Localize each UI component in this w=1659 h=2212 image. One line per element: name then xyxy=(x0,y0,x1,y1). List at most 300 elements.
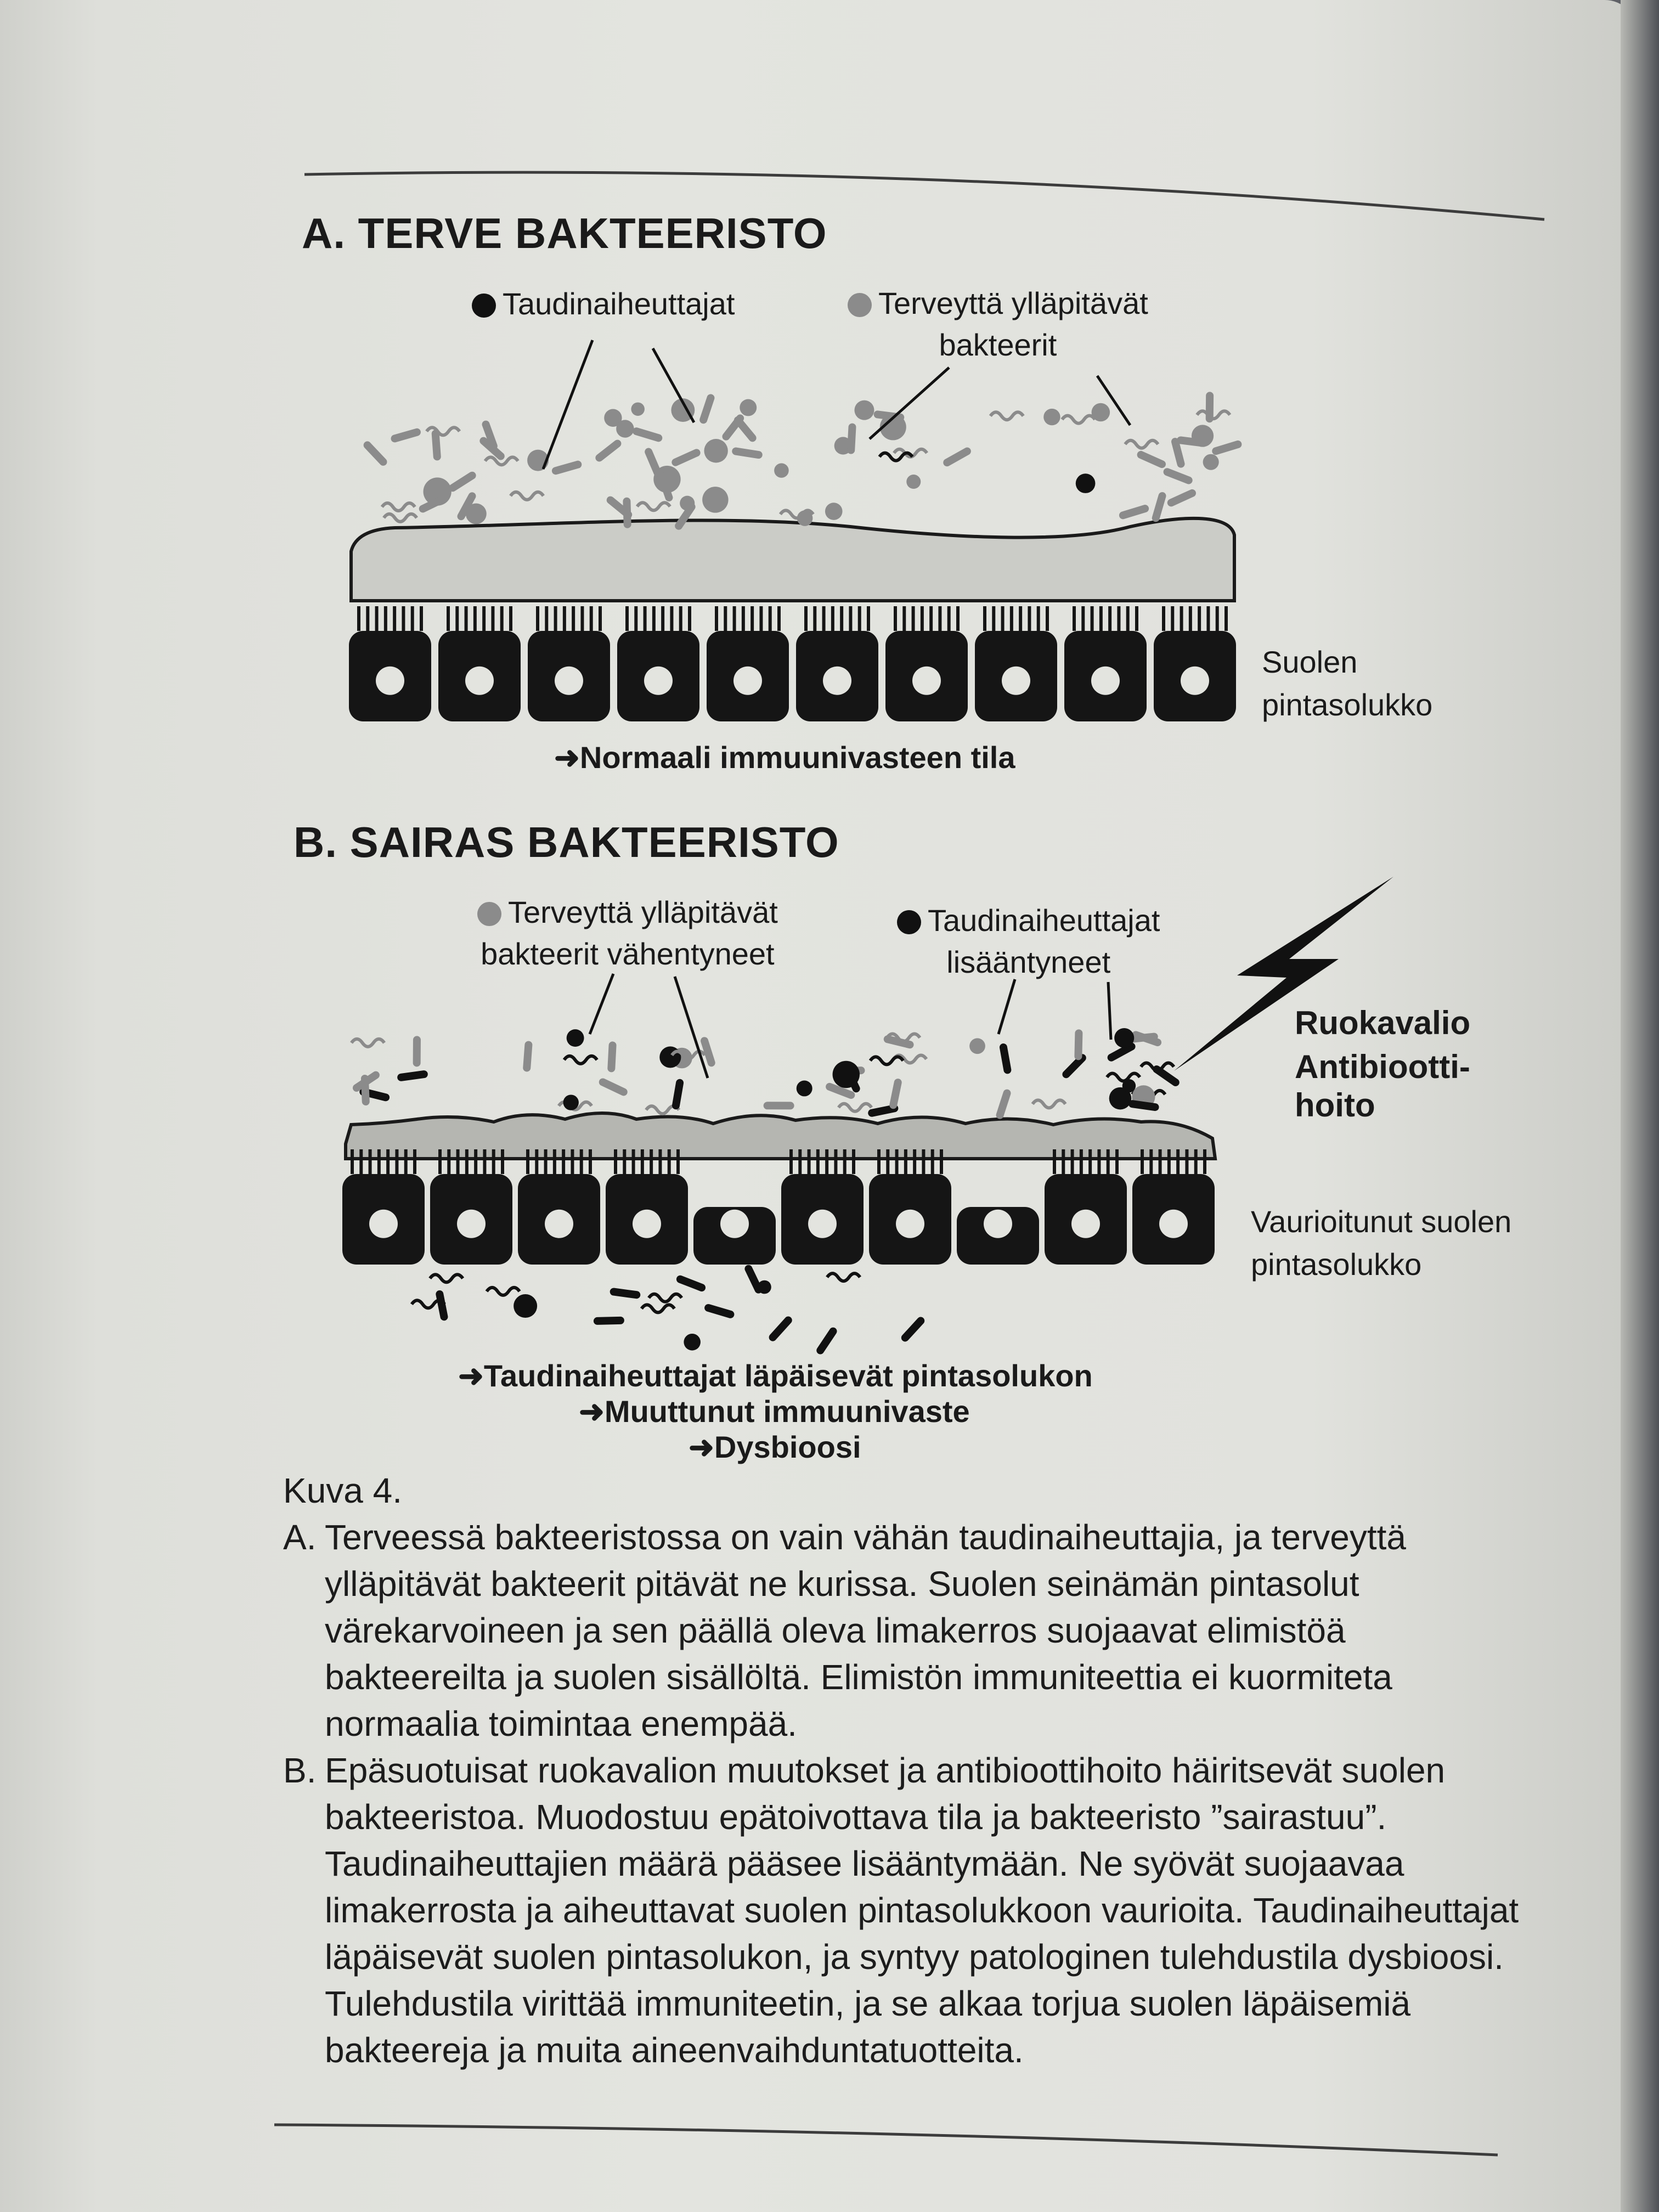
legend-healthy-a-line1: Terveyttä ylläpitävät xyxy=(878,286,1148,320)
cilium xyxy=(769,606,772,631)
cilium xyxy=(402,606,405,631)
cell-nucleus xyxy=(376,667,404,695)
pathogen-bacterium xyxy=(514,1294,537,1318)
cilium xyxy=(816,1149,820,1174)
healthy-bacterium xyxy=(413,1036,421,1066)
cilium xyxy=(589,1149,592,1174)
cilium xyxy=(384,606,387,631)
arrowhead-icon: ➜ xyxy=(579,1394,605,1429)
cilium xyxy=(1037,606,1040,631)
spiral-bacterium xyxy=(564,1056,597,1064)
cilium xyxy=(1162,606,1165,631)
cilium xyxy=(1149,1149,1153,1174)
outcome-b-2 xyxy=(579,1393,970,1430)
cilium xyxy=(580,606,584,631)
cilium xyxy=(1189,606,1192,631)
cilium xyxy=(742,606,745,631)
caption-title: Kuva 4. xyxy=(283,1471,403,1510)
healthy-bacterium xyxy=(616,420,634,437)
cilium xyxy=(1071,1149,1074,1174)
diagram-healthy xyxy=(349,340,1243,721)
healthy-bacterium xyxy=(969,1038,985,1054)
spiral-bacterium xyxy=(382,503,415,511)
outcome-b-3-text: Dysbioosi xyxy=(714,1430,861,1464)
healthy-bacterium xyxy=(551,460,583,476)
cilium xyxy=(438,1149,442,1174)
cilium xyxy=(679,606,682,631)
cilium xyxy=(1135,606,1138,631)
cell-nucleus xyxy=(720,1210,749,1238)
cilium xyxy=(715,606,718,631)
cilium xyxy=(482,606,486,631)
label-epithelium-b xyxy=(1251,1200,1511,1286)
epithelial-cell xyxy=(342,1149,425,1265)
pathogen-bacterium xyxy=(659,1046,681,1068)
legend-pathogens-a xyxy=(472,283,735,325)
triggers xyxy=(1295,1001,1470,1127)
cilium xyxy=(395,1149,398,1174)
healthy-bacterium xyxy=(670,448,702,467)
healthy-bacterium xyxy=(995,1088,1012,1120)
spiral-bacterium xyxy=(511,492,544,500)
healthy-bacterium xyxy=(597,1077,629,1097)
cilium xyxy=(929,606,933,631)
epithelial-cell xyxy=(1045,1149,1127,1265)
cell-nucleus xyxy=(823,667,851,695)
arrowhead-icon: ➜ xyxy=(689,1430,714,1464)
cilium xyxy=(688,606,691,631)
cell-nucleus xyxy=(912,667,941,695)
caption-item-b xyxy=(283,1747,1523,2074)
cilium xyxy=(1203,1149,1206,1174)
cilium xyxy=(1099,606,1103,631)
bottom-rule xyxy=(274,2125,1498,2155)
epithelial-cell xyxy=(528,606,610,721)
cilium xyxy=(1176,1149,1180,1174)
healthy-bacterium xyxy=(889,1078,902,1110)
pathogen-bacterium xyxy=(815,1326,839,1356)
cilium xyxy=(526,1149,529,1174)
arrowhead-icon: ➜ xyxy=(554,740,580,775)
cilium xyxy=(822,606,826,631)
healthy-bacterium xyxy=(1163,467,1194,485)
cell-nucleus xyxy=(1071,1210,1100,1238)
cilium xyxy=(867,606,870,631)
spiral-bacterium xyxy=(1032,1100,1065,1108)
epithelial-cell xyxy=(869,1149,951,1265)
cilium xyxy=(1001,606,1005,631)
pathogen-dot-icon xyxy=(472,294,496,318)
pathogen-bacterium xyxy=(768,1315,794,1343)
cilium xyxy=(413,1149,416,1174)
spiral-bacterium xyxy=(1125,441,1158,448)
heading-healthy: A. TERVE BAKTEERISTO xyxy=(302,209,827,257)
epithelial-cell xyxy=(349,606,431,721)
cilium xyxy=(724,606,727,631)
cilium xyxy=(668,1149,671,1174)
cilium xyxy=(536,606,539,631)
epithelial-cell xyxy=(430,1149,512,1265)
cilium xyxy=(1185,1149,1188,1174)
cilium xyxy=(623,1149,626,1174)
healthy-bacterium xyxy=(448,470,478,493)
cilium xyxy=(886,1149,889,1174)
healthy-bacterium xyxy=(704,439,727,462)
cilium xyxy=(834,1149,837,1174)
pathogen-bacterium xyxy=(1061,1052,1088,1080)
pathogen-bacterium xyxy=(1122,1079,1136,1092)
cilium xyxy=(913,1149,916,1174)
epithelial-cell xyxy=(438,606,521,721)
legend-pathogens-b-line1: Taudinaiheuttajat xyxy=(928,903,1160,938)
cilium xyxy=(831,606,834,631)
cilium xyxy=(1115,1149,1119,1174)
cell-nucleus xyxy=(1181,667,1209,695)
spiral-bacterium xyxy=(430,1274,463,1282)
cilium xyxy=(947,606,951,631)
cilium xyxy=(840,606,843,631)
spiral-bacterium xyxy=(641,1305,674,1312)
cilium xyxy=(1107,1149,1110,1174)
cilium xyxy=(676,1149,680,1174)
cell-nucleus xyxy=(896,1210,924,1238)
pathogen-bacterium xyxy=(797,1080,812,1096)
cilium xyxy=(661,606,664,631)
cilium xyxy=(491,606,494,631)
cilium xyxy=(912,606,915,631)
healthy-dot-icon xyxy=(848,293,872,317)
figure-caption xyxy=(283,1468,1523,2074)
cell-nucleus xyxy=(808,1210,837,1238)
label-epithelium-a-line1: Suolen xyxy=(1262,645,1358,679)
healthy-bacterium xyxy=(942,446,973,468)
epithelial-cell xyxy=(781,1149,864,1265)
epithelial-cell xyxy=(1154,606,1236,721)
epithelial-cell xyxy=(617,606,699,721)
cilium xyxy=(922,1149,925,1174)
epithelial-cell xyxy=(885,606,968,721)
arrowhead-icon: ➜ xyxy=(458,1358,484,1393)
cilium xyxy=(1206,606,1210,631)
cilium xyxy=(670,606,673,631)
cilium xyxy=(858,606,861,631)
legend-pathogens-a-text: Taudinaiheuttajat xyxy=(503,286,735,321)
cilium xyxy=(849,606,852,631)
cilium xyxy=(554,606,557,631)
healthy-bacterium xyxy=(680,496,695,511)
cilium xyxy=(808,1149,811,1174)
outcome-b-1-text: Taudinaiheuttajat läpäisevät pintasolukon xyxy=(483,1358,1093,1393)
cilium xyxy=(1073,606,1076,631)
cilium xyxy=(1194,1149,1198,1174)
healthy-bacterium xyxy=(1118,504,1150,520)
cilium xyxy=(509,606,512,631)
cilium xyxy=(733,606,736,631)
label-epithelium-b-line1: Vaurioitunut suolen xyxy=(1251,1204,1512,1239)
cilium xyxy=(759,606,763,631)
healthy-bacterium xyxy=(847,423,856,454)
cilium xyxy=(902,606,906,631)
cilium xyxy=(1224,606,1228,631)
cell-nucleus xyxy=(1002,667,1030,695)
cell-nucleus xyxy=(457,1210,486,1238)
cilium xyxy=(1046,606,1049,631)
cilium xyxy=(563,606,566,631)
healthy-bacterium xyxy=(906,475,921,489)
caption-item-a xyxy=(283,1514,1523,1747)
cilium xyxy=(447,1149,450,1174)
outcome-b-1 xyxy=(458,1358,1093,1394)
healthy-bacterium xyxy=(1192,425,1214,447)
pathogen-bacterium xyxy=(900,1316,926,1344)
cilium xyxy=(1108,606,1111,631)
spiral-bacterium xyxy=(990,412,1023,420)
healthy-bacterium xyxy=(764,1102,794,1109)
caption-key-a: A. xyxy=(283,1517,317,1557)
cilium xyxy=(580,1149,583,1174)
epithelial-cell xyxy=(707,606,789,721)
label-epithelium-a-line2: pintasolukko xyxy=(1262,687,1433,722)
cilium xyxy=(625,606,629,631)
cilium xyxy=(1159,1149,1162,1174)
cilium xyxy=(465,1149,469,1174)
cilium xyxy=(1028,606,1031,631)
epithelial-cell xyxy=(606,1149,688,1265)
cilium xyxy=(590,606,593,631)
cilium xyxy=(798,1149,802,1174)
cilium xyxy=(545,606,548,631)
pathogen-bacterium xyxy=(684,1334,701,1351)
spiral-bacterium xyxy=(637,503,670,510)
spiral-bacterium xyxy=(827,1273,860,1281)
pathogen-bacterium xyxy=(610,1288,641,1299)
cilium xyxy=(644,606,647,631)
cilium xyxy=(1167,1149,1171,1174)
heading-diseased: B. SAIRAS BAKTEERISTO xyxy=(294,818,839,866)
pathogen-bacterium xyxy=(672,1079,684,1110)
healthy-bacterium xyxy=(1211,439,1243,456)
epithelium-healthy xyxy=(349,606,1236,721)
healthy-bacterium xyxy=(702,487,728,512)
cilium xyxy=(562,1149,565,1174)
epithelial-cell xyxy=(1132,1149,1215,1265)
cilium xyxy=(553,1149,556,1174)
pathogen-bacterium xyxy=(563,1094,579,1110)
spiral-bacterium xyxy=(649,1294,682,1302)
cilium xyxy=(658,1149,662,1174)
cell-nucleus xyxy=(465,667,494,695)
cilium xyxy=(641,1149,644,1174)
cilium xyxy=(614,1149,617,1174)
cilium xyxy=(474,1149,477,1174)
epithelium-damaged xyxy=(342,1149,1215,1265)
cell-nucleus xyxy=(1091,667,1120,695)
healthy-dot-icon xyxy=(477,902,501,926)
healthy-bacterium xyxy=(825,503,843,520)
legend-healthy-b-line1: Terveyttä ylläpitävät xyxy=(508,895,778,929)
cilium xyxy=(359,1149,363,1174)
spiral-bacterium xyxy=(487,1288,520,1295)
cell-nucleus xyxy=(984,1210,1012,1238)
outcome-b-3 xyxy=(689,1429,861,1465)
healthy-bacterium xyxy=(390,427,422,443)
spiral-bacterium xyxy=(384,514,417,522)
cilium xyxy=(599,606,602,631)
cilium xyxy=(369,1149,372,1174)
cilium xyxy=(1062,1149,1065,1174)
healthy-bacterium xyxy=(631,426,663,443)
cilium xyxy=(992,606,995,631)
cilium xyxy=(393,606,396,631)
cell-nucleus xyxy=(1159,1210,1188,1238)
pathogen-bacterium xyxy=(567,1029,584,1047)
pathogen-bacterium xyxy=(758,1280,771,1294)
outcome-a xyxy=(554,740,1015,776)
cilium xyxy=(492,1149,495,1174)
cilium xyxy=(825,1149,828,1174)
healthy-bacterium xyxy=(774,463,789,478)
cilium xyxy=(1141,1149,1144,1174)
cilium xyxy=(1198,606,1201,631)
healthy-bacterium xyxy=(481,420,499,451)
cilium xyxy=(894,606,897,631)
cilium xyxy=(377,1149,381,1174)
cell-nucleus xyxy=(644,667,673,695)
cilium xyxy=(456,1149,460,1174)
healthy-bacterium xyxy=(1166,488,1198,508)
epithelial-cell xyxy=(796,606,878,721)
healthy-bacterium xyxy=(607,1041,617,1073)
cilium xyxy=(1019,606,1022,631)
cilium xyxy=(634,606,637,631)
cilium xyxy=(777,606,781,631)
cilium xyxy=(1080,1149,1083,1174)
mucus-layer-healthy xyxy=(351,518,1234,601)
pathogen-dot-icon xyxy=(897,910,921,934)
spiral-bacterium xyxy=(1062,416,1095,424)
cilium xyxy=(386,1149,390,1174)
cilium xyxy=(983,606,986,631)
cell-nucleus xyxy=(633,1210,661,1238)
cilium xyxy=(571,1149,574,1174)
healthy-bacterium xyxy=(594,438,623,464)
healthy-bacterium xyxy=(1136,450,1167,470)
cilium xyxy=(420,606,423,631)
healthy-bacterium xyxy=(1074,1029,1082,1060)
legend-pathogens-b xyxy=(897,900,1160,983)
cilium xyxy=(921,606,924,631)
cilium xyxy=(1171,606,1174,631)
pathogen-bacterium xyxy=(1076,473,1096,493)
healthy-bacterium xyxy=(740,399,757,416)
cilium xyxy=(500,606,504,631)
pathogen-bacterium xyxy=(1152,1064,1181,1087)
cilium xyxy=(1088,1149,1092,1174)
pathogen-bacterium xyxy=(594,1317,624,1325)
cilium xyxy=(1216,606,1219,631)
healthy-bacterium xyxy=(1043,409,1060,425)
cilium xyxy=(789,1149,793,1174)
bacteria-healthy xyxy=(362,392,1243,531)
cell-nucleus xyxy=(733,667,762,695)
cilium xyxy=(544,1149,548,1174)
cilium xyxy=(1126,606,1130,631)
cilium xyxy=(904,1149,907,1174)
cilium xyxy=(1010,606,1013,631)
caption-key-b: B. xyxy=(283,1751,317,1790)
legend-healthy-a xyxy=(848,283,1148,366)
pathogen-bacterium xyxy=(703,1303,735,1319)
cilium xyxy=(877,1149,881,1174)
healthy-bacterium xyxy=(523,1041,533,1072)
cilium xyxy=(1081,606,1085,631)
cilium xyxy=(852,1149,855,1174)
cilium xyxy=(366,606,369,631)
spiral-bacterium xyxy=(352,1039,385,1047)
trigger-antibiotic-line2: hoito xyxy=(1295,1087,1375,1124)
cilium xyxy=(465,606,468,631)
cilium xyxy=(895,1149,899,1174)
cilium xyxy=(751,606,754,631)
pathogen-bacterium xyxy=(833,1061,860,1088)
pathogen-bacterium xyxy=(999,1043,1012,1075)
healthy-bacterium xyxy=(854,400,874,420)
healthy-bacterium xyxy=(698,393,715,425)
cilium xyxy=(501,1149,504,1174)
healthy-bacterium xyxy=(362,440,389,467)
cilium xyxy=(404,1149,408,1174)
cilium xyxy=(447,606,450,631)
label-epithelium-a xyxy=(1262,641,1432,726)
cilium xyxy=(1053,1149,1056,1174)
cilium xyxy=(931,1149,934,1174)
cell-nucleus xyxy=(369,1210,398,1238)
cilium xyxy=(1180,606,1183,631)
cilium xyxy=(572,606,575,631)
caption-text-a: Terveessä bakteeristossa on vain vähän taudinaiheuttajia, ja terveyttä ylläpitävät bakteerit pitävät ne kurissa. Suolen seinämän pintasolut värekarvoineen ja sen päällä oleva limakerros suojaavat elimistöä bakteereilta ja suolen sisällöltä. Elimistön immuniteettia ei kuormiteta normaalia toimintaa enempää. xyxy=(325,1517,1406,1743)
spiral-bacterium xyxy=(870,1057,903,1064)
legend-pathogens-b-line2: lisääntyneet xyxy=(946,945,1111,979)
cilium xyxy=(473,606,477,631)
healthy-bacterium xyxy=(1203,454,1219,470)
cilium xyxy=(938,606,941,631)
pathogen-bacterium xyxy=(675,1274,707,1293)
cilium xyxy=(483,1149,486,1174)
caption-text-b: Epäsuotuisat ruokavalion muutokset ja antibioottihoito häiritsevät suolen bakteeristoa. Muodostuu epätoivottava tila ja bakteeristo ”sairastuu”. Taudinaiheuttajien määrä pääsee lisääntymään. Ne syövät suojaavaa limakerrosta ja aiheuttavat suolen pintasolukkoon vaurioita. Taudinaiheuttajat läpäisevät suolen pintasolukon, ja syntyy patologinen tulehdustila dysbioosi. Tulehdustila virittää immuniteetin, ja se alkaa torjua suolen läpäisemiä bakteereja ja muita aineenvaihduntatuotteita. xyxy=(325,1751,1519,2070)
epithelial-cell xyxy=(693,1207,776,1265)
pathogen-bacterium xyxy=(435,1290,449,1322)
cilium xyxy=(357,606,360,631)
healthy-bacterium xyxy=(731,447,763,459)
legend-healthy-b xyxy=(477,891,778,975)
cilium xyxy=(956,606,960,631)
cilium xyxy=(1091,606,1094,631)
cilium xyxy=(940,1149,943,1174)
cilium xyxy=(411,606,414,631)
cilium xyxy=(652,606,656,631)
cilium xyxy=(455,606,459,631)
trigger-antibiotic-line1: Antibiootti- xyxy=(1295,1048,1470,1085)
cilium xyxy=(632,1149,635,1174)
pathogen-bacterium xyxy=(397,1070,428,1081)
spiral-bacterium xyxy=(1107,1074,1140,1081)
cilium xyxy=(1117,606,1120,631)
cell-nucleus xyxy=(555,667,583,695)
cilium xyxy=(375,606,379,631)
epithelial-cell xyxy=(518,1149,600,1265)
healthy-bacterium xyxy=(631,402,645,416)
healthy-bacterium xyxy=(623,498,631,528)
